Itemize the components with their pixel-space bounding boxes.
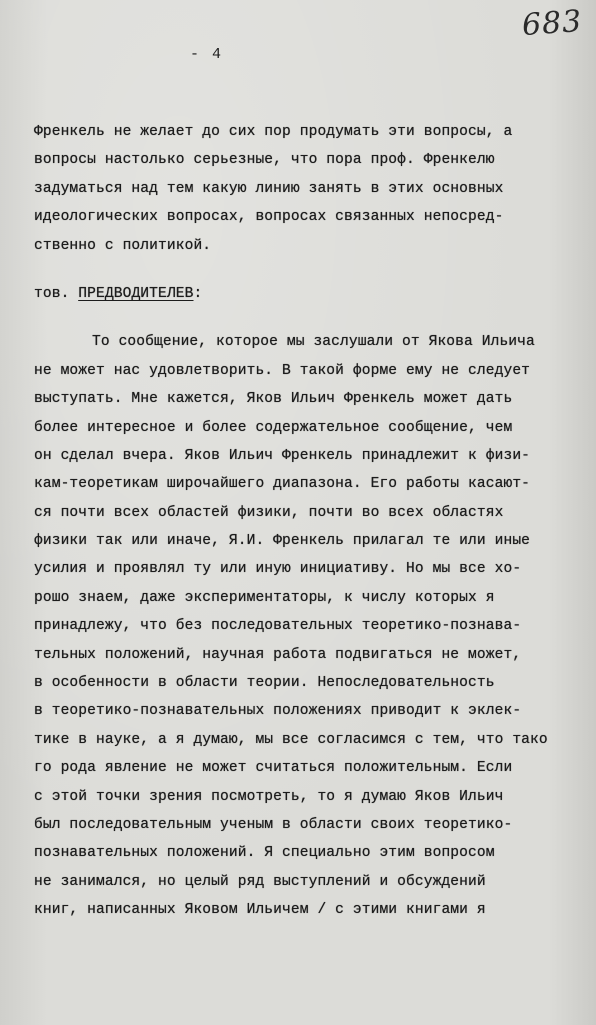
text-line: был последовательным ученым в области своих теоретико- <box>34 816 513 833</box>
text-line: книг, написанных Яковом Ильичем / с этими книгами я <box>34 902 486 919</box>
page-number: - 4 <box>190 46 224 63</box>
text-line: выступать. Мне кажется, Яков Ильич Френкель может дать <box>34 391 513 408</box>
speaker-heading <box>34 280 564 308</box>
text-line: он сделал вчера. Яков Ильич Френкель принадлежит к физи- <box>34 447 531 464</box>
text-line: ственно с политикой. <box>34 237 212 254</box>
text-line: тельных положений, научная работа подвигаться не может, <box>34 646 522 663</box>
text-line: тике в науке, а я думаю, мы все согласимся с тем, что тако <box>34 731 548 748</box>
text-line: более интересное и более содержательное сообщение, чем <box>34 419 513 436</box>
text-line: в особенности в области теории. Непоследовательность <box>34 675 495 692</box>
paragraph-gap <box>34 308 564 328</box>
text-line: кам-теоретикам широчайшего диапазона. Его работы касают- <box>34 476 531 493</box>
archive-page-number: 683 <box>520 3 584 44</box>
text-line: ся почти всех областей физики, почти во всех областях <box>34 504 504 521</box>
paragraph-gap <box>34 260 564 280</box>
text-line: вопросы настолько серьезные, что пора проф. Френкелю <box>34 152 495 169</box>
speaker-prefix: тов. <box>34 285 79 302</box>
text-line: го рода явление не может считаться положительным. Если <box>34 760 513 777</box>
document-body <box>34 118 564 925</box>
text-line: познавательных положений. Я специально этим вопросом <box>34 845 495 862</box>
text-line: рошо знаем, даже экспериментаторы, к числу которых я <box>34 589 495 606</box>
text-line: задуматься над тем какую линию занять в этих основных <box>34 180 504 197</box>
text-line: не может нас удовлетворить. В такой форме ему не следует <box>34 362 531 379</box>
text-line: То сообщение, которое мы заслушали от Якова Ильича <box>92 334 535 351</box>
text-line: физики так или иначе, Я.И. Френкель прилагал те или иные <box>34 533 531 550</box>
text-line: усилия и проявлял ту или иную инициативу. Но мы все хо- <box>34 561 522 578</box>
text-line: принадлежу, что без последовательных теоретико-познава- <box>34 618 522 635</box>
text-line: Френкель не желает до сих пор продумать эти вопросы, а <box>34 124 513 140</box>
speaker-colon: : <box>193 285 203 302</box>
text-line: идеологических вопросах, вопросах связанных непосред- <box>34 209 504 226</box>
speaker-name: ПРЕДВОДИТЕЛЕВ <box>78 285 194 302</box>
text-line: с этой точки зрения посмотреть, то я думаю Яков Ильич <box>34 788 504 805</box>
text-line: в теоретико-познавательных положениях приводит к эклек- <box>34 703 522 720</box>
text-line: не занимался, но целый ряд выступлений и обсуждений <box>34 873 486 890</box>
